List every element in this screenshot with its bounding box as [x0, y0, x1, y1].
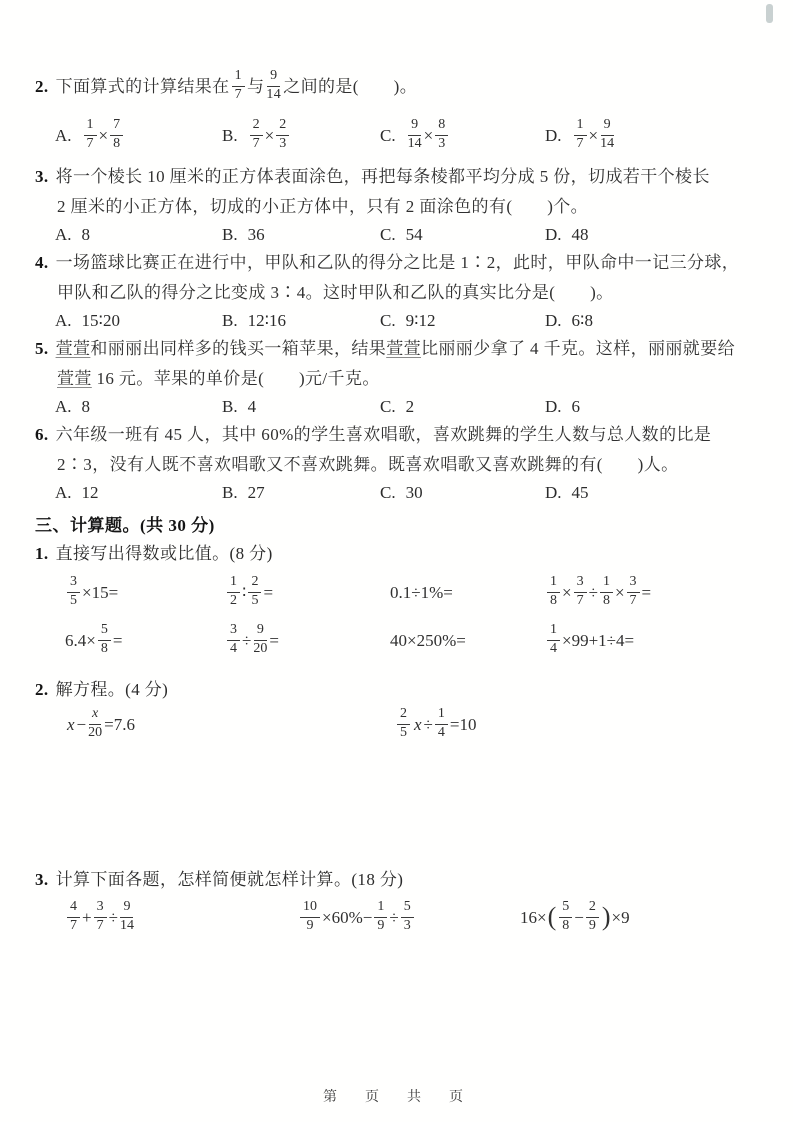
- question-5: [35, 334, 765, 420]
- question-5-option-d: [545, 397, 765, 417]
- option-label: B.: [222, 225, 238, 244]
- question-6-option-d: [545, 483, 765, 503]
- option-value: 54: [405, 225, 423, 244]
- working-space: [35, 746, 765, 866]
- question-3-stem-line1: 将一个棱长 10 厘米的正方体表面涂色，再把每条棱都平均分成 5 份，切成若干个棱长: [55, 167, 710, 186]
- question-6-option-b: [222, 483, 380, 503]
- option-value: 45: [571, 483, 589, 502]
- calc-expression: $\frac{3}{5}$ ×15=: [65, 576, 225, 609]
- question-6-option-c: [380, 483, 545, 503]
- question-2-option-c: [380, 119, 545, 152]
- option-label: A.: [55, 225, 72, 244]
- option-value: 2: [405, 397, 415, 416]
- option-value: 15∶20: [81, 311, 120, 330]
- equation-1: x − $\frac{x}{20}$ =7.6: [67, 706, 135, 740]
- direct-calc-row-2: [35, 618, 765, 664]
- option-label: B.: [222, 483, 238, 502]
- simplify-expression-1: $\frac{4}{7}$ + $\frac{3}{7}$ ÷ $\frac{9}{14}$: [65, 901, 298, 934]
- option-label: D.: [545, 311, 562, 330]
- option-label: A.: [55, 483, 72, 502]
- option-label: A.: [55, 397, 72, 416]
- option-label: A.: [55, 126, 72, 145]
- option-label: D.: [545, 225, 562, 244]
- option-value: 12∶16: [247, 311, 287, 330]
- question-3-stem-line2: 2 厘米的小正方体，切成的小正方体中，只有 2 面涂色的有( )个。: [57, 197, 589, 216]
- option-label: D.: [545, 126, 562, 145]
- question-5-number: 5.: [35, 339, 49, 358]
- calc-expression: 40×250%=: [390, 631, 466, 650]
- option-value: 36: [247, 225, 265, 244]
- equations-row: [35, 704, 765, 746]
- question-2-option-a: [55, 119, 222, 152]
- item-3-heading: [35, 866, 765, 894]
- item-1-heading: [35, 540, 765, 568]
- question-3-options: [35, 222, 765, 248]
- question-2-stem: 下面算式的计算结果在 $\frac{1}{7}$ 与 $\frac{9}{14}$ 之间的是( )。: [55, 68, 418, 102]
- question-6: [35, 420, 765, 506]
- option-label: C.: [380, 397, 396, 416]
- question-5-options: [35, 394, 765, 420]
- item-2-title: 解方程。(4 分): [55, 680, 169, 699]
- question-2-number: 2.: [35, 77, 49, 96]
- question-4-stem-line1: 一场篮球比赛正在进行中，甲队和乙队的得分之比是 1∶2，此时，甲队命中一记三分球，: [55, 253, 740, 272]
- question-2-option-d: [545, 119, 765, 152]
- simplify-expression-3: 16× ( $\frac{5}{8}$ − $\frac{2}{9}$ ) ×9: [520, 899, 630, 933]
- calc-expression: 6.4× $\frac{5}{8}$ =: [65, 622, 123, 656]
- option-label: C.: [380, 311, 396, 330]
- item-1-number: 1.: [35, 544, 49, 563]
- question-4-option-c: [380, 311, 545, 331]
- footer-page-label: 第 页 共 页: [323, 1090, 470, 1105]
- option-label: D.: [545, 483, 562, 502]
- option-expression: $\frac{1}{7}$ × $\frac{7}{8}$: [82, 119, 126, 152]
- section-3-calculation: [35, 512, 765, 942]
- question-3-option-a: [55, 225, 222, 245]
- item-3-number: 3.: [35, 870, 49, 889]
- item-2-number: 2.: [35, 680, 49, 699]
- question-5-option-b: [222, 397, 380, 417]
- option-value: 27: [247, 483, 265, 502]
- question-5-option-a: [55, 397, 222, 417]
- direct-calc-row-1: [35, 570, 765, 616]
- option-label: B.: [222, 311, 238, 330]
- question-4-options: [35, 308, 765, 334]
- question-4-option-d: [545, 311, 765, 331]
- option-label: B.: [222, 397, 238, 416]
- item-3-title: 计算下面各题，怎样简便就怎样计算。(18 分): [55, 870, 404, 889]
- question-6-number: 6.: [35, 425, 49, 444]
- option-value: 9∶12: [405, 311, 436, 330]
- option-value: 4: [247, 397, 257, 416]
- question-3: [35, 162, 765, 248]
- question-3-option-c: [380, 225, 545, 245]
- paper-content: [35, 64, 765, 942]
- question-5-stem-line1: 萱萱 和丽丽出同样多的钱买一箱苹果，结果 萱萱 比丽丽少拿了 4 千克。这样，丽丽就要给: [55, 339, 735, 358]
- question-6-options: [35, 480, 765, 506]
- option-label: D.: [545, 397, 562, 416]
- option-value: 6∶8: [571, 311, 593, 330]
- option-value: 8: [81, 397, 91, 416]
- option-value: 8: [81, 225, 91, 244]
- question-6-stem-line1: 六年级一班有 45 人，其中 60%的学生喜欢唱歌，喜欢跳舞的学生人数与总人数的比是: [55, 425, 712, 444]
- question-4-stem-line2: 甲队和乙队的得分之比变成 3∶4。这时甲队和乙队的真实比分是( )。: [57, 283, 614, 302]
- calc-expression: $\frac{1}{4}$ ×99+1÷4=: [545, 624, 765, 657]
- section-3-heading: 三、计算题。(共 30 分): [35, 516, 215, 535]
- calc-expression: $\frac{1}{2}$ ∶ $\frac{2}{5}$ =: [225, 576, 390, 609]
- option-label: B.: [222, 126, 238, 145]
- question-4-number: 4.: [35, 253, 49, 272]
- question-3-number: 3.: [35, 167, 49, 186]
- option-expression: $\frac{9}{14}$ × $\frac{8}{3}$: [406, 119, 451, 152]
- question-2-options: [35, 110, 765, 162]
- option-value: 6: [571, 397, 581, 416]
- simplify-expression-2: $\frac{10}{9}$ ×60%− $\frac{1}{9}$ ÷ $\frac{5}{3}$: [298, 901, 520, 934]
- equation-2: $\frac{2}{5}$ x ÷ $\frac{1}{4}$ =10: [395, 708, 476, 741]
- question-4: [35, 248, 765, 334]
- question-6-option-a: [55, 483, 222, 503]
- scrollbar-thumb[interactable]: [766, 4, 773, 23]
- question-4-option-a: [55, 311, 222, 331]
- option-label: C.: [380, 483, 396, 502]
- question-6-stem-line2: 2∶3，没有人既不喜欢唱歌又不喜欢跳舞。既喜欢唱歌又喜欢跳舞的有( )人。: [57, 455, 679, 474]
- item-2-heading: [35, 676, 765, 704]
- item-1-title: 直接写出得数或比值。(8 分): [55, 544, 273, 563]
- option-value: 30: [405, 483, 423, 502]
- option-value: 48: [571, 225, 589, 244]
- question-2: [35, 64, 765, 162]
- question-3-option-b: [222, 225, 380, 245]
- option-expression: $\frac{2}{7}$ × $\frac{2}{3}$: [248, 119, 292, 152]
- question-4-option-b: [222, 311, 380, 331]
- calc-expression: 0.1÷1%=: [390, 583, 453, 602]
- option-label: C.: [380, 126, 396, 145]
- simplify-expressions-row: [35, 894, 765, 942]
- question-5-stem-line2: 萱萱 16 元。苹果的单价是( )元/千克。: [57, 369, 380, 388]
- calc-expression: $\frac{3}{4}$ ÷ $\frac{9}{20}$ =: [225, 624, 390, 657]
- question-5-option-c: [380, 397, 545, 417]
- option-expression: $\frac{1}{7}$ × $\frac{9}{14}$: [572, 119, 617, 152]
- question-2-option-b: [222, 119, 380, 152]
- question-3-option-d: [545, 225, 765, 245]
- option-label: C.: [380, 225, 396, 244]
- option-label: A.: [55, 311, 72, 330]
- option-value: 12: [81, 483, 99, 502]
- calc-expression: $\frac{1}{8}$ × $\frac{3}{7}$ ÷ $\frac{1}{8}$ × $\frac{3}{7}$ =: [545, 576, 765, 609]
